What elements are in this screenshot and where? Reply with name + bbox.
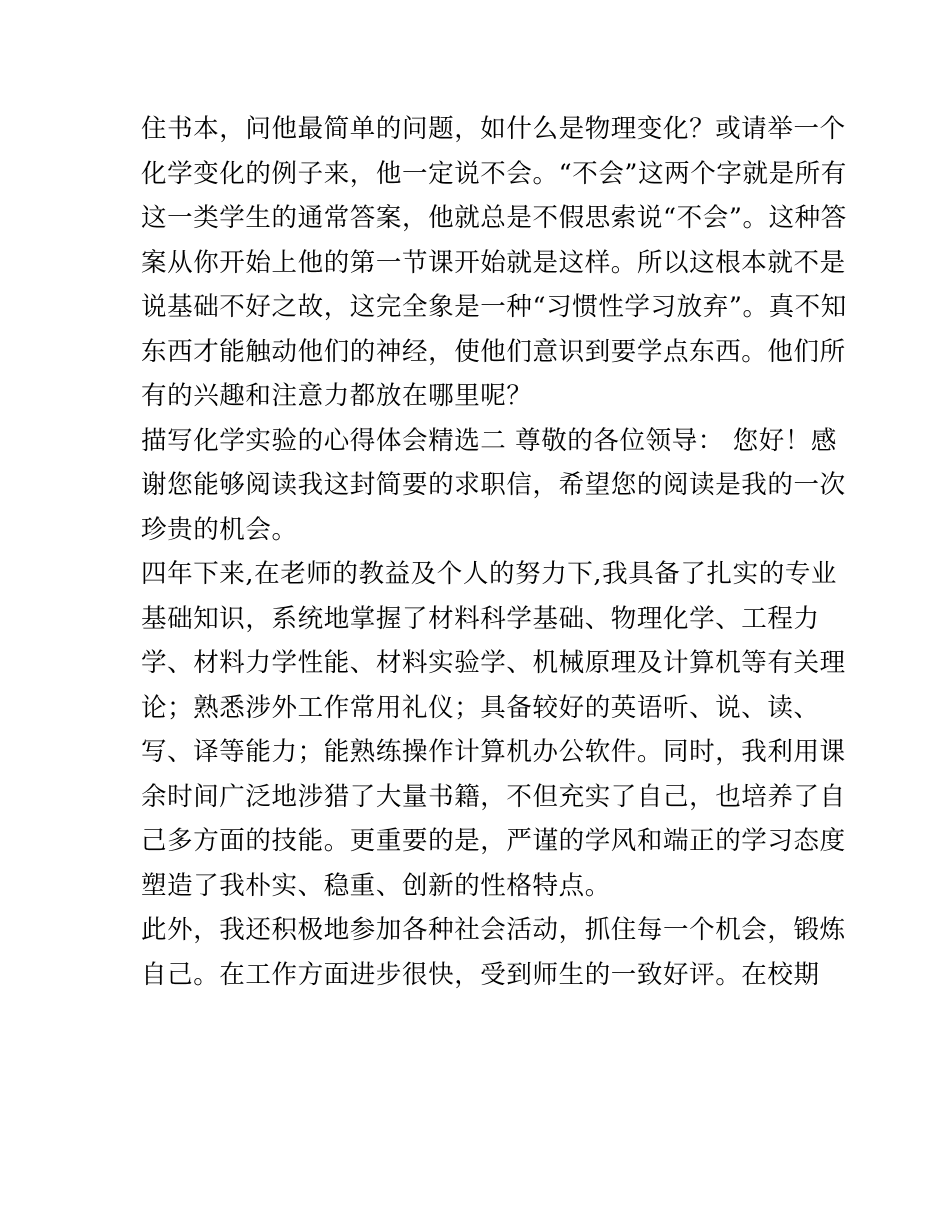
text-line: 有的兴趣和注意力都放在哪里呢？: [141, 381, 533, 411]
text-line: 住书本，问他最简单的问题，如什么是物理变化？或请举一个: [141, 114, 846, 144]
text-line: 学、材料力学性能、材料实验学、机械原理及计算机等有关理: [141, 648, 846, 678]
text-line: 案从你开始上他的第一节课开始就是这样。所以这根本就不是: [141, 247, 846, 278]
text-line: 珍贵的机会。: [141, 514, 298, 545]
text-line: 东西才能触动他们的神经，使他们意识到要学点东西。他们所: [141, 336, 846, 367]
text-line: 余时间广泛地涉猎了大量书籍，不但充实了自己，也培养了自: [141, 781, 846, 812]
text-line: 这一类学生的通常答案，他就总是不假思索说“不会”。这种答: [141, 203, 847, 233]
text-line: 化学变化的例子来，他一定说不会。“不会”这两个字就是所有: [141, 158, 847, 189]
text-line: 谢您能够阅读我这封简要的求职信，希望您的阅读是我的一次: [141, 470, 846, 500]
document-body: [141, 107, 847, 997]
text-line: 基础知识，系统地掌握了材料科学基础、物理化学、工程力: [141, 603, 820, 634]
text-line: 己多方面的技能。更重要的是，严谨的学风和端正的学习态度: [141, 826, 846, 856]
text-line: 说基础不好之故，这完全象是一种“习惯性学习放弃”。真不知: [141, 292, 847, 322]
text-line: 描写化学实验的心得体会精选二 尊敬的各位领导： 您好！感: [141, 425, 838, 456]
text-line: 塑造了我朴实、稳重、创新的性格特点。: [141, 870, 611, 901]
text-line: 四年下来,在老师的教益及个人的努力下,我具备了扎实的专业: [141, 559, 838, 589]
text-line: 此外，我还积极地参加各种社会活动，抓住每一个机会，锻炼: [141, 915, 846, 945]
text-line: 写、译等能力；能熟练操作计算机办公软件。同时，我利用课: [141, 737, 846, 767]
text-line: 论；熟悉涉外工作常用礼仪；具备较好的英语听、说、读、: [141, 692, 820, 723]
text-line: 自己。在工作方面进步很快，受到师生的一致好评。在校期: [141, 959, 820, 990]
